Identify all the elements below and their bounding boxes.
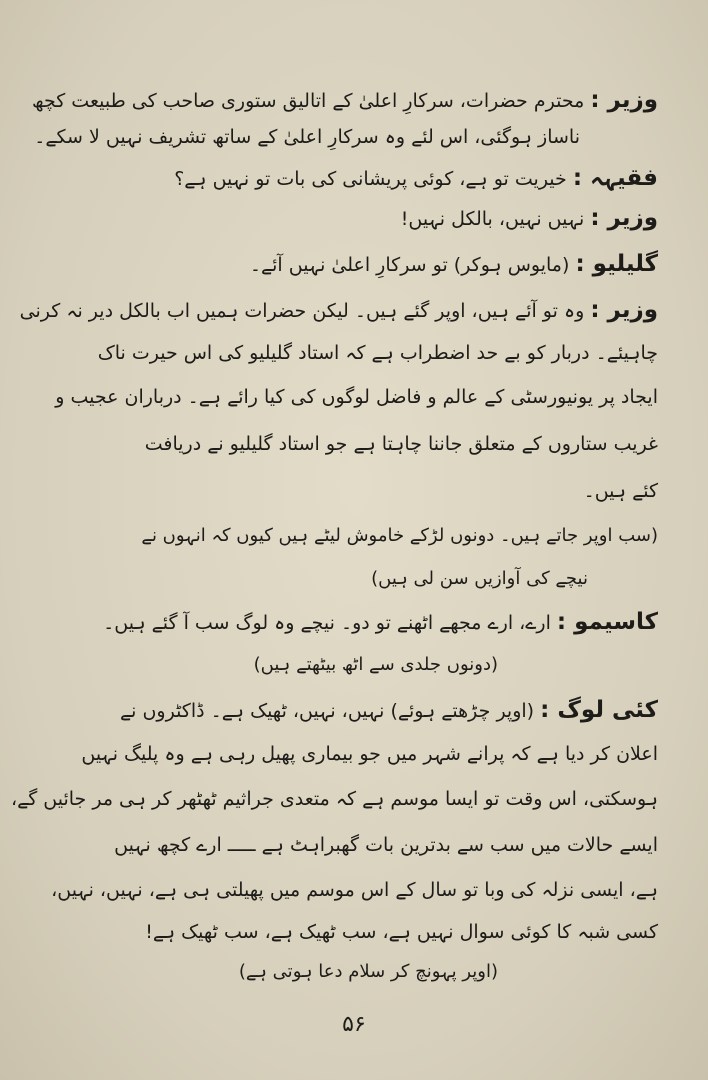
line-text: (مایوس ہوکر) تو سرکارِ اعلیٰ نہیں آئے۔ [249, 254, 570, 276]
speaker-name: فقیہہ : [572, 165, 658, 191]
text-line [98, 339, 658, 367]
text-line [34, 123, 580, 151]
line-text: وہ تو آئے ہیں، اوپر گئے ہیں۔ لیکن حضرات ہمیں اب بالکل دیر نہ کرنی [19, 300, 585, 322]
line-text: ارے، ارے مجھے اٹھنے تو دو۔ نیچے وہ لوگ سب آ گئے ہیں۔ [103, 612, 551, 634]
line-text: چاہیئے۔ دربار کو بے حد اضطراب ہے کہ استاد گلیلیو کی اس حیرت ناک [97, 342, 658, 364]
dialogue-line [32, 86, 658, 115]
line-text: (اوپر چڑھتے ہوئے) نہیں، نہیں، ٹھیک ہے۔ ڈاکٹروں نے [120, 700, 535, 722]
line-text: (اوپر پہونچ کر سلام دعا ہوتی ہے) [238, 961, 498, 982]
line-text: خیریت تو ہے، کوئی پریشانی کی بات تو نہیں ہے؟ [174, 168, 567, 190]
line-text: محترم حضرات، سرکارِ اعلیٰ کے اتالیق ستوری صاحب کی طبیعت کچھ [31, 90, 585, 112]
line-text: غریب ستاروں کے متعلق جاننا چاہتا ہے جو استاد گلیلیو نے دریافت [144, 433, 658, 455]
text-line [114, 831, 658, 859]
line-text: ناساز ہوگئی، اس لئے وہ سرکارِ اعلیٰ کے ساتھ تشریف نہیں لا سکے۔ [34, 126, 580, 148]
text-line [51, 876, 658, 904]
line-text: (سب اوپر جاتے ہیں۔ دونوں لڑکے خاموش لیٹے ہیں کیوں کہ انہوں نے [141, 525, 658, 546]
stage-direction [254, 651, 498, 679]
text-line [55, 383, 658, 411]
page-number: ۵۶ [342, 1012, 366, 1037]
line-text: کسی شبہ کا کوئی سوال نہیں ہے، سب ٹھیک ہے، سب ٹھیک ہے! [145, 921, 658, 943]
line-text: ایسے حالات میں سب سے بدترین بات گھبراہٹ ہے ـــــ ارے کچھ نہیں [114, 834, 658, 856]
line-text: ہوسکتی، اس وقت تو ایسا موسم ہے کہ متعدی جراثیم ٹھٹھر کر ہی مر جائیں گے، [10, 788, 658, 810]
text-line [81, 740, 658, 768]
text-line [584, 477, 658, 505]
text-line [11, 785, 658, 813]
line-text: اعلان کر دیا ہے کہ پرانے شہر میں جو بیماری پھیل رہی ہے وہ پلیگ نہیں [81, 743, 658, 765]
text-line [145, 918, 658, 946]
speaker-name: وزیر : [590, 87, 658, 113]
stage-direction [141, 522, 658, 550]
line-text: ہے، ایسی نزلہ کی وبا تو سال کے اس موسم میں پھیلتی ہی ہے، نہیں، نہیں، [51, 879, 658, 901]
line-text: (دونوں جلدی سے اٹھ بیٹھتے ہیں) [253, 654, 498, 675]
stage-direction [371, 565, 588, 593]
dialogue-line [103, 608, 658, 637]
dialogue-line [174, 164, 658, 193]
speaker-name: وزیر : [590, 205, 658, 231]
speaker-name: وزیر : [590, 297, 658, 323]
speaker-name: کئی لوگ : [540, 697, 658, 723]
text-line [145, 430, 658, 458]
line-text: نہیں نہیں، بالکل نہیں! [400, 208, 585, 230]
dialogue-line [20, 296, 658, 325]
line-text: کئے ہیں۔ [583, 480, 658, 502]
speaker-name: گلیلیو : [575, 251, 658, 277]
dialogue-line [250, 250, 658, 279]
speaker-name: کاسیمو : [556, 609, 658, 635]
stage-direction [239, 958, 498, 986]
line-text: نیچے کی آوازیں سن لی ہیں) [371, 568, 588, 589]
dialogue-line [401, 204, 658, 233]
dialogue-line [120, 696, 658, 725]
line-text: ایجاد پر یونیورسٹی کے عالم و فاضل لوگوں کی کیا رائے ہے۔ درباران عجیب و [55, 386, 658, 408]
